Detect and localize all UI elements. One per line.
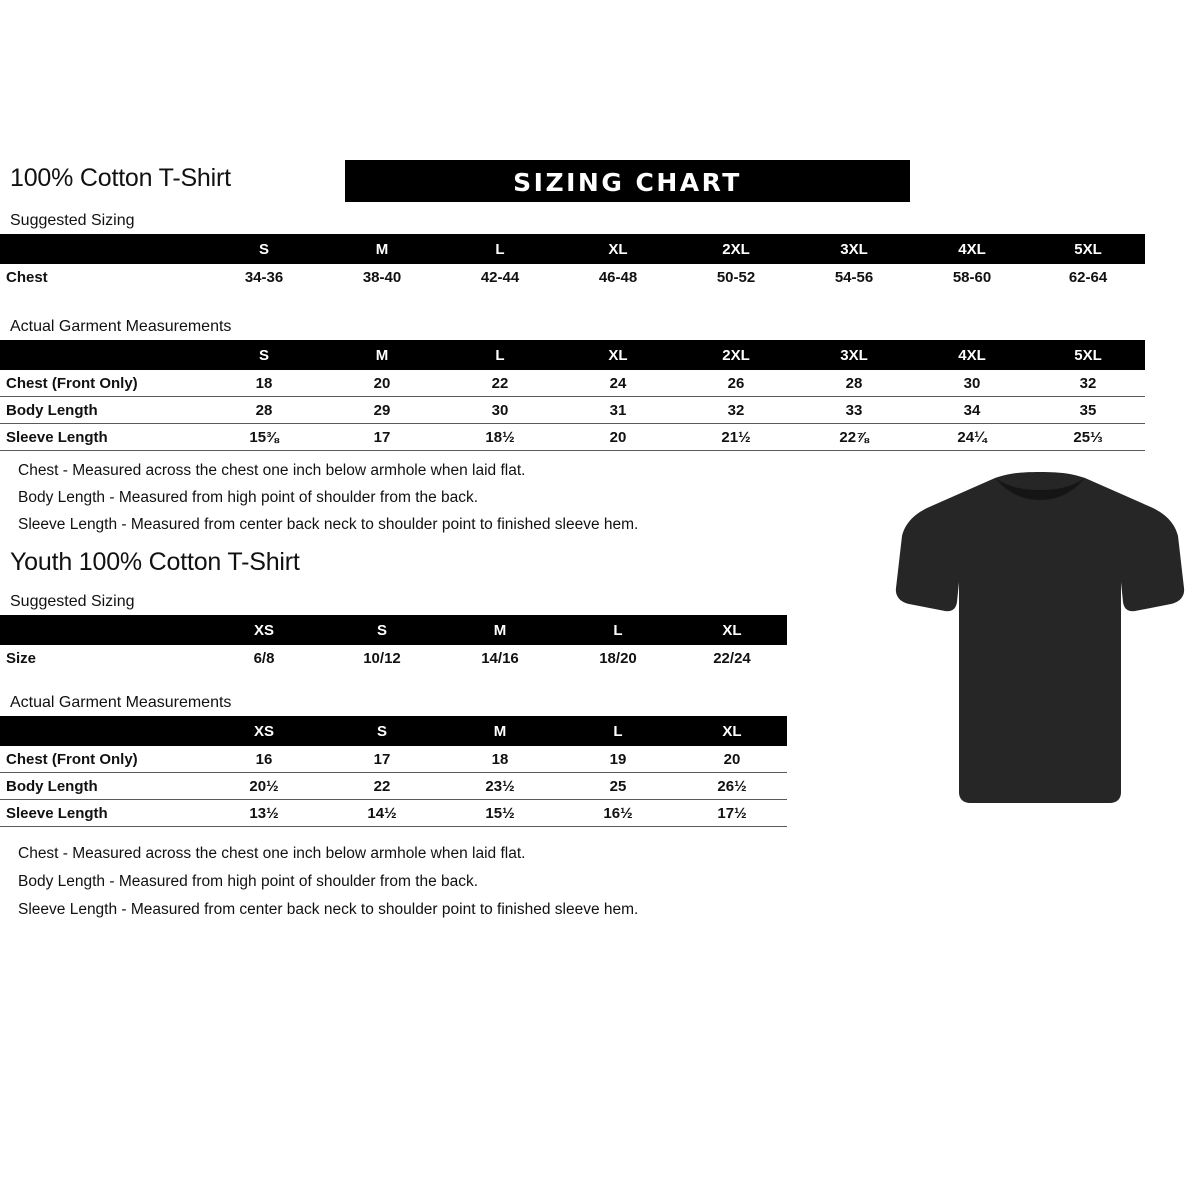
adult-actual-measurements-label: Actual Garment Measurements	[10, 318, 232, 335]
header-cell-4xl: 4XL	[913, 340, 1031, 370]
table-row	[0, 264, 1145, 290]
cell-size-m: 14/16	[481, 649, 519, 667]
cell-sleevelength-4xl: 24¼	[913, 424, 1031, 451]
cell-sleevelength-m: 17	[323, 424, 441, 451]
youth-note-sleeve-length: Sleeve Length - Measured from center back neck to shoulder point to finished sleeve hem.	[18, 901, 639, 918]
shirt-body-shape	[896, 472, 1184, 803]
table-header-row	[0, 716, 787, 746]
header-cell-m: M	[441, 615, 559, 645]
cell-bodylength-2xl: 32	[677, 397, 795, 424]
cell-chestfront-3xl: 28	[795, 370, 913, 397]
cell-sleevelength-m: 15½	[441, 800, 559, 827]
header-cell-m: M	[323, 340, 441, 370]
cell-chestfront-xl: 20	[677, 746, 787, 773]
cell-chest-4xl: 58-60	[952, 268, 992, 286]
youth-suggested-sizing-table	[0, 615, 787, 671]
header-cell-s: S	[205, 340, 323, 370]
youth-actual-measurements-label: Actual Garment Measurements	[10, 694, 232, 711]
cell-chestfront-m: 20	[323, 370, 441, 397]
cell-chest-5xl: 62-64	[1068, 268, 1108, 286]
header-cell-m: M	[441, 716, 559, 746]
header-cell-l: L	[441, 234, 559, 264]
cell-chestfront-5xl: 32	[1031, 370, 1145, 397]
cell-chest-xl: 46-48	[598, 268, 638, 286]
row-label-chest-front-only: Chest (Front Only)	[0, 746, 205, 773]
cell-sleevelength-s: 14½	[323, 800, 441, 827]
cell-bodylength-m: 29	[323, 397, 441, 424]
cell-bodylength-xl: 31	[559, 397, 677, 424]
header-cell-l: L	[559, 615, 677, 645]
youth-suggested-sizing-label: Suggested Sizing	[10, 593, 135, 610]
cell-chest-3xl: 54-56	[834, 268, 874, 286]
adult-suggested-sizing-table	[0, 234, 1145, 290]
row-label-chest-front-only: Chest (Front Only)	[0, 370, 205, 397]
sizing-chart-banner	[345, 160, 910, 202]
header-cell-m: M	[323, 234, 441, 264]
cell-sleevelength-xs: 13½	[205, 800, 323, 827]
adult-title-row	[10, 160, 1190, 204]
cell-chestfront-4xl: 30	[913, 370, 1031, 397]
adult-actual-measurements-table	[0, 340, 1145, 451]
table-row	[0, 800, 787, 827]
cell-sleevelength-xl: 17½	[677, 800, 787, 827]
cell-chestfront-m: 18	[441, 746, 559, 773]
header-cell-3xl: 3XL	[795, 340, 913, 370]
header-cell-xs: XS	[205, 716, 323, 746]
adult-note-body-length: Body Length - Measured from high point of shoulder from the back.	[18, 489, 479, 506]
cell-chestfront-s: 17	[323, 746, 441, 773]
header-cell-blank	[0, 716, 205, 746]
cell-chestfront-l: 19	[559, 746, 677, 773]
cell-bodylength-4xl: 34	[913, 397, 1031, 424]
header-cell-s: S	[323, 716, 441, 746]
row-label-body-length: Body Length	[0, 773, 205, 800]
header-cell-blank	[0, 615, 205, 645]
header-cell-2xl: 2XL	[677, 340, 795, 370]
youth-page-title: Youth 100% Cotton T-Shirt	[10, 548, 300, 576]
header-cell-l: L	[559, 716, 677, 746]
adult-note-chest: Chest - Measured across the chest one inch below armhole when laid flat.	[18, 462, 526, 479]
table-row	[0, 746, 787, 773]
cell-chestfront-xl: 24	[559, 370, 677, 397]
cell-sleevelength-5xl: 25⅓	[1031, 424, 1145, 451]
header-cell-l: L	[441, 340, 559, 370]
cell-sleevelength-l: 18½	[441, 424, 559, 451]
cell-sleevelength-l: 16½	[559, 800, 677, 827]
row-label-body-length: Body Length	[0, 397, 205, 424]
header-cell-5xl: 5XL	[1031, 340, 1145, 370]
header-cell-blank	[0, 340, 205, 370]
header-cell-xl: XL	[677, 716, 787, 746]
table-header-row	[0, 615, 787, 645]
cell-size-xs: 6/8	[253, 649, 275, 667]
table-row	[0, 397, 1145, 424]
cell-chestfront-2xl: 26	[677, 370, 795, 397]
cell-bodylength-s: 22	[323, 773, 441, 800]
cell-chestfront-l: 22	[441, 370, 559, 397]
header-cell-xl: XL	[677, 615, 787, 645]
cell-bodylength-l: 25	[559, 773, 677, 800]
cell-size-s: 10/12	[363, 649, 401, 667]
table-row	[0, 645, 787, 671]
cell-size-l: 18/20	[599, 649, 637, 667]
table-row	[0, 424, 1145, 451]
cell-sleevelength-s: 15⅜	[205, 424, 323, 451]
cell-chestfront-s: 18	[205, 370, 323, 397]
cell-chest-s: 34-36	[244, 268, 284, 286]
header-cell-xs: XS	[205, 615, 323, 645]
cell-sleevelength-3xl: 22⅞	[795, 424, 913, 451]
adult-suggested-sizing-label: Suggested Sizing	[10, 212, 135, 229]
t-shirt-illustration	[895, 470, 1185, 805]
cell-bodylength-m: 23½	[441, 773, 559, 800]
cell-sleevelength-2xl: 21½	[677, 424, 795, 451]
adult-note-sleeve-length: Sleeve Length - Measured from center back neck to shoulder point to finished sleeve hem.	[18, 516, 639, 533]
cell-bodylength-3xl: 33	[795, 397, 913, 424]
youth-actual-measurements-table	[0, 716, 787, 827]
cell-bodylength-l: 30	[441, 397, 559, 424]
cell-sleevelength-xl: 20	[559, 424, 677, 451]
header-cell-xl: XL	[559, 234, 677, 264]
header-cell-xl: XL	[559, 340, 677, 370]
header-cell-4xl: 4XL	[913, 234, 1031, 264]
table-header-row	[0, 340, 1145, 370]
cell-bodylength-5xl: 35	[1031, 397, 1145, 424]
header-cell-3xl: 3XL	[795, 234, 913, 264]
row-label-sleeve-length: Sleeve Length	[0, 800, 205, 827]
cell-chestfront-xs: 16	[205, 746, 323, 773]
row-label-chest: Chest	[6, 268, 48, 286]
youth-note-body-length: Body Length - Measured from high point of shoulder from the back.	[18, 873, 479, 890]
row-label-size: Size	[6, 649, 37, 667]
table-row	[0, 773, 787, 800]
header-cell-2xl: 2XL	[677, 234, 795, 264]
header-cell-s: S	[323, 615, 441, 645]
adult-page-title: 100% Cotton T-Shirt	[10, 164, 231, 192]
cell-chest-m: 38-40	[362, 268, 402, 286]
cell-size-xl: 22/24	[713, 649, 751, 667]
header-cell-blank	[0, 234, 205, 264]
table-row	[0, 370, 1145, 397]
table-header-row	[0, 234, 1145, 264]
cell-chest-l: 42-44	[480, 268, 520, 286]
cell-chest-2xl: 50-52	[716, 268, 756, 286]
sizing-chart-banner-label: SIZING CHART	[513, 168, 742, 197]
header-cell-5xl: 5XL	[1031, 234, 1145, 264]
cell-bodylength-xs: 20½	[205, 773, 323, 800]
header-cell-s: S	[205, 234, 323, 264]
row-label-sleeve-length: Sleeve Length	[0, 424, 205, 451]
youth-note-chest: Chest - Measured across the chest one inch below armhole when laid flat.	[18, 845, 526, 862]
cell-bodylength-xl: 26½	[677, 773, 787, 800]
cell-bodylength-s: 28	[205, 397, 323, 424]
